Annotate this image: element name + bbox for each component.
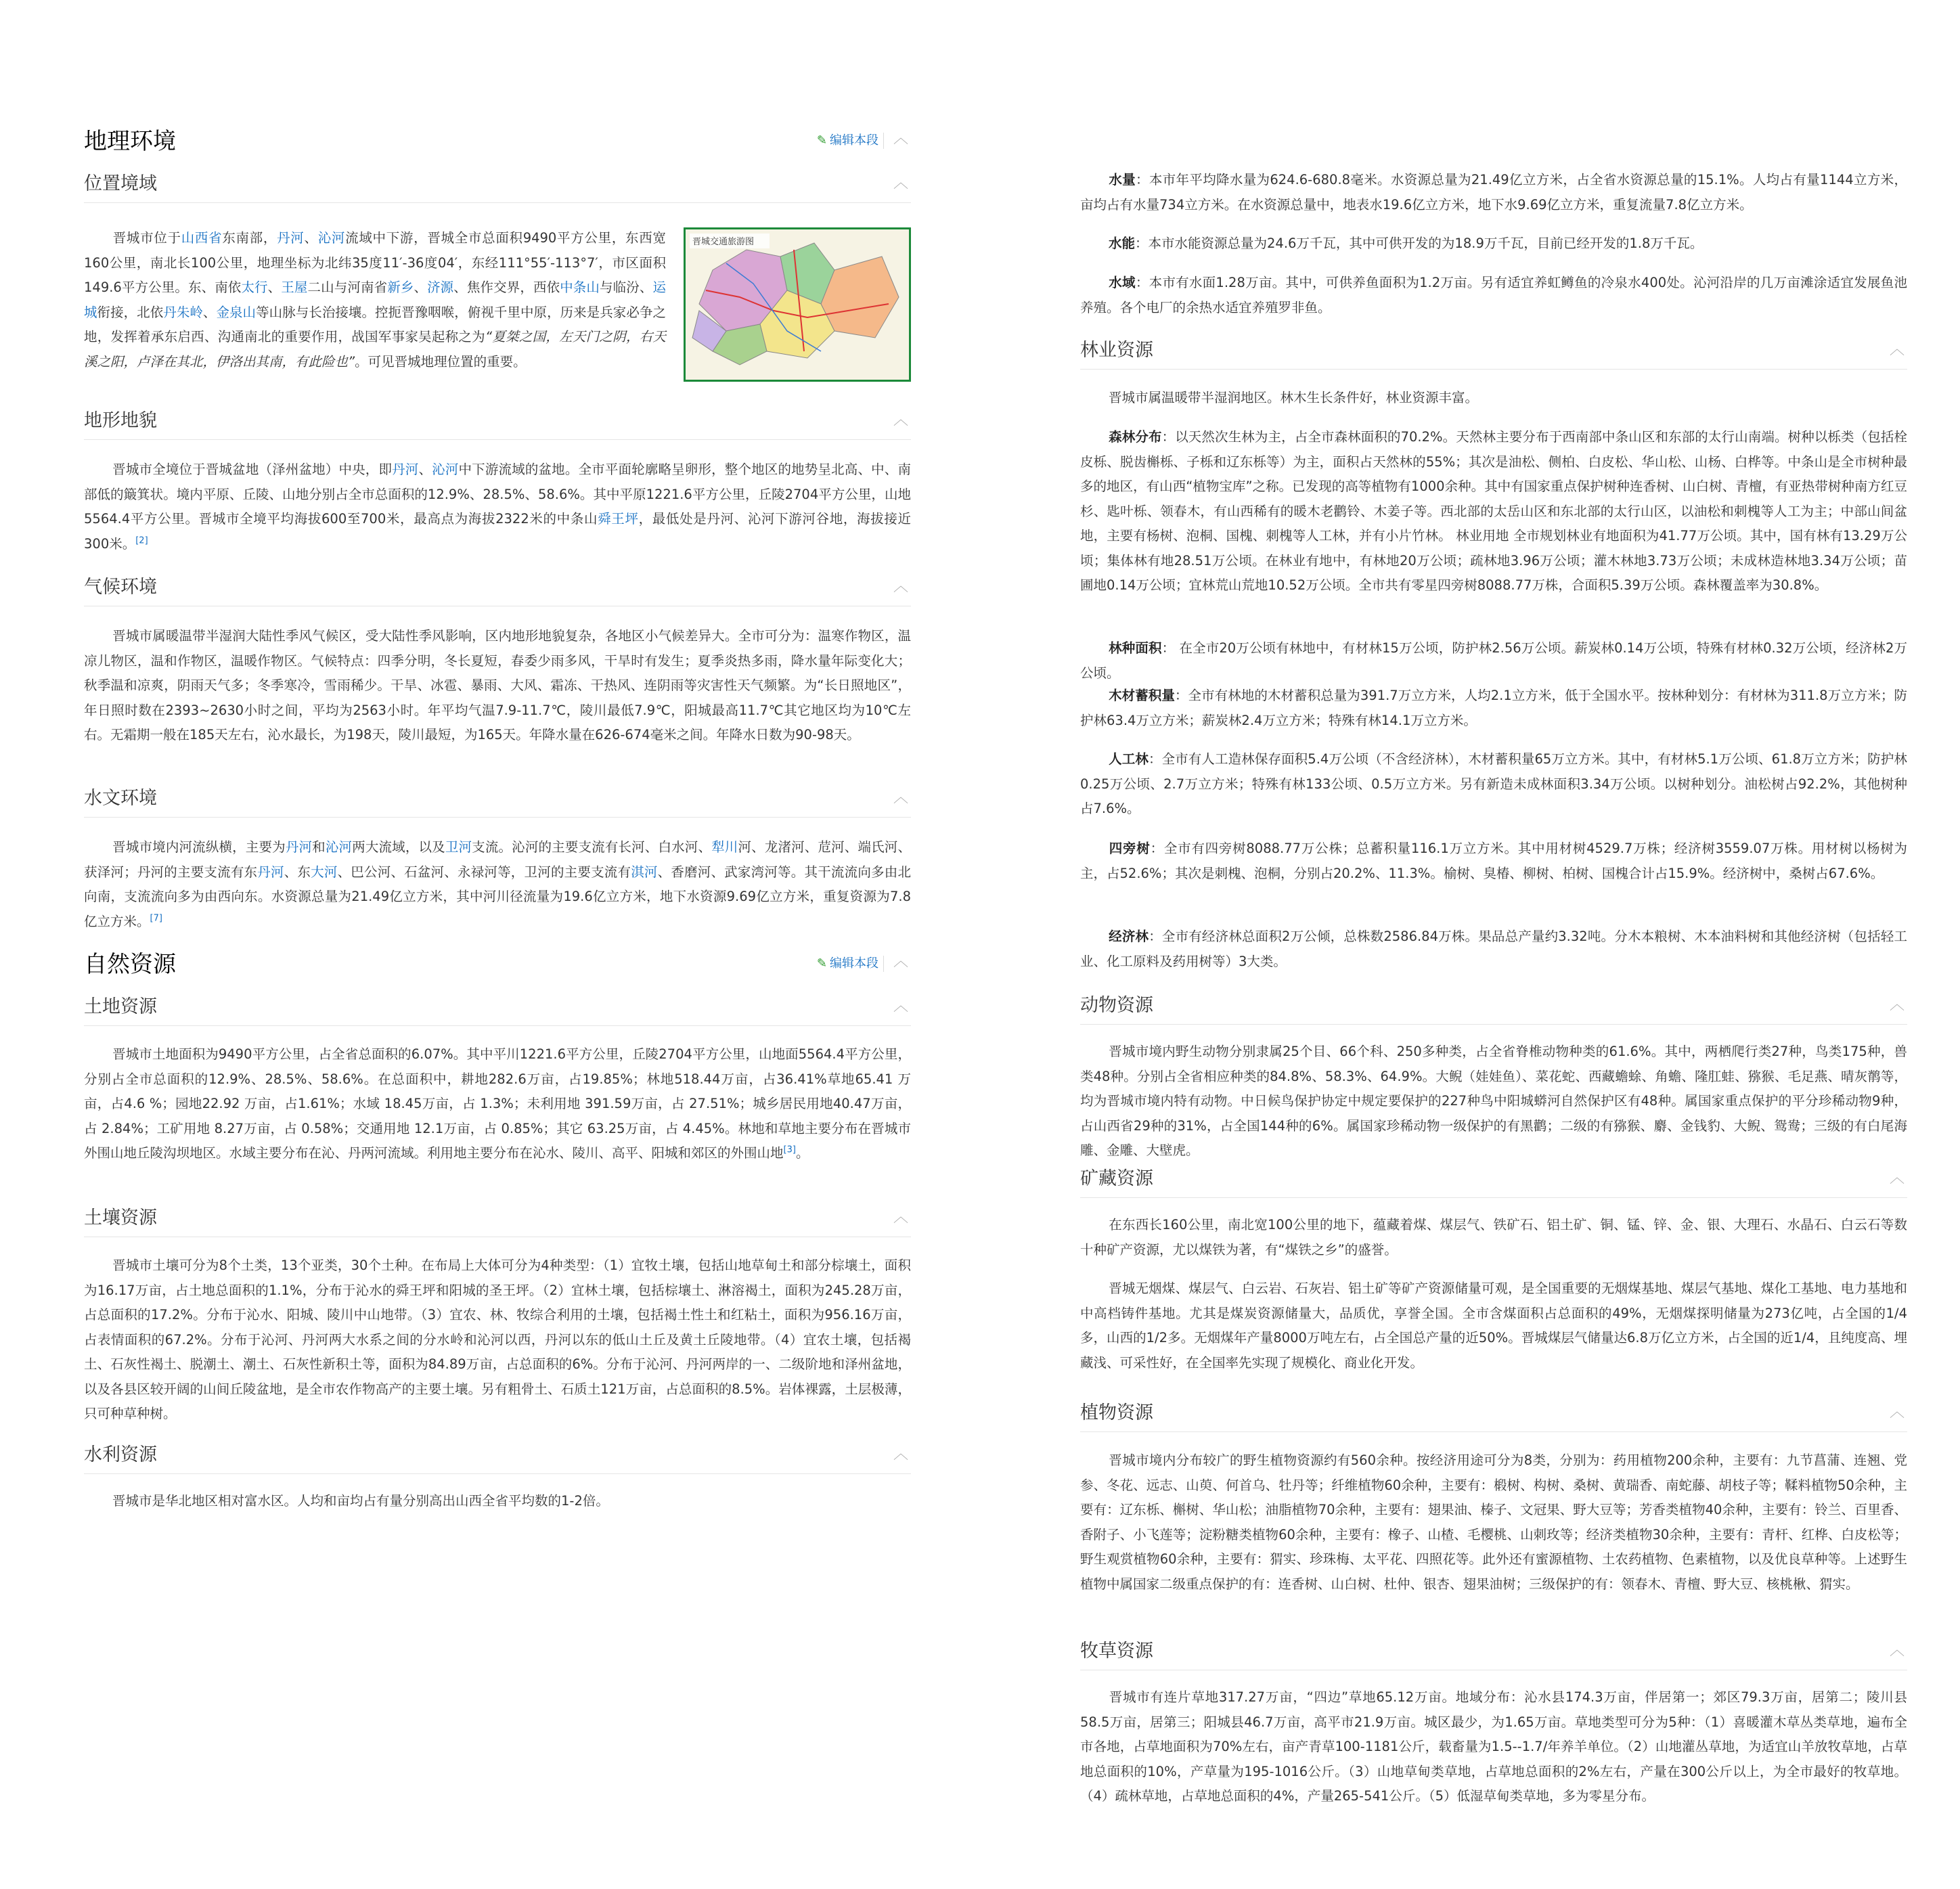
subsection-header-mineral	[1080, 1165, 1907, 1198]
link-qinhe[interactable]: 沁河	[325, 839, 353, 855]
svg-text:晋城交通旅游图: 晋城交通旅游图	[692, 237, 755, 247]
climate-paragraph: 晋城市属暖温带半湿润大陆性季风气候区，受大陆性季风影响，区内地形地貌复杂，各地区小气候差异大。全市可分为：温寒作物区，温凉儿物区，温和作物区，温暖作物区。气候特点：四季分明，冬长夏短，春委少雨多风，干旱时有发生；夏季炎热多雨，降水量年际变化大；秋季温和凉爽，阴雨天气多；冬季寒冷，雪雨稀少。干旱、冰雹、暴雨、大风、霜冻、干热风、连阴雨等灾害性天气频繁。为“长日照地区”，年日照时数在2393~2630小时之间，平均为2563小时。年平均气温7.9-11.7℃，陵川最低7.9℃，阳城最高11.7℃其它地区均为10℃左右。无霜期一般在185天左右，沁水最长，为198天，陵川最短，为165天。年降水量在626-674毫米之间。年降水日数为90-98天。	[84, 628, 911, 742]
subsection-title: 气候环境	[84, 577, 157, 598]
link-danhe-east[interactable]: 丹河	[257, 864, 284, 880]
edit-section-button[interactable]	[817, 133, 878, 149]
edit-section-button[interactable]	[817, 956, 878, 972]
link-yuncheng[interactable]: 运城	[84, 280, 666, 320]
link-qihe[interactable]: 淇河	[631, 864, 658, 880]
pencil-icon: ✎	[816, 133, 827, 148]
section-header-natural-resources	[84, 949, 911, 990]
link-weihe[interactable]: 卫河	[445, 839, 472, 855]
collapse-icon[interactable]: ︿	[1889, 1404, 1905, 1421]
link-jinquanshan[interactable]: 金泉山	[216, 304, 257, 320]
edit-label: 编辑本段	[830, 956, 878, 971]
soil-paragraph: 晋城市土壤可分为8个土类，13个亚类，30个土种。在布局上大体可分为4种类型：（1）宜牧土壤，包括山地草甸土和部分棕壤土，面积为16.17万亩，占土地总面积的1.1%，分布于沁水的舜王坪和阳城的圣王坪。（2）宜林土壤，包括棕壤土、淋溶褐土，面积为245.28万亩，占总面积的17.2%。分布于沁水、阳城、陵川中山地带。（3）宜农、林、牧综合利用的土壤，包括褐土性土和红粘土，面积为956.16万亩，占表情面积的67.2%。分布于沁河、丹河两大水系之间的分水岭和沁河以西，丹河以东的低山土丘及黄土丘陵地带。（4）宜农土壤，包括褐土、石灰性褐土、脱潮土、潮土、石灰性新积土等，面积为84.89万亩，占总面积的6%。分布于沁河、丹河两岸的一、二级阶地和泽州盆地，以及各县区较开阔的山间丘陵盆地，是全市农作物高产的主要土壤。另有粗骨土、石质土121万亩，占总面积的8.5%。岩体裸露，土层极薄，只可种草种树。	[84, 1258, 911, 1421]
subsection-header-forest	[1080, 337, 1907, 370]
citation[interactable]: [3]	[783, 1144, 796, 1155]
collapse-icon[interactable]: ︿	[893, 1446, 908, 1463]
subsection-title: 土地资源	[84, 996, 157, 1017]
collapse-icon[interactable]: ︿	[1889, 1642, 1905, 1659]
subsection-header-terrain	[84, 407, 911, 440]
subsection-header-grass	[1080, 1638, 1907, 1670]
link-danhe[interactable]: 丹河	[277, 230, 305, 246]
animal-paragraph: 晋城市境内野生动物分别隶属25个目、66个科、250多种类，占全省脊椎动物种类的61.6%。其中，两栖爬行类27种，鸟类175种，兽类48种。分别占全省相应种类的84.8%、58.3%、64.9%。大鲵（娃娃鱼）、菜花蛇、西藏蟾蜍、角蟾、隆肛蛙、猕猴、毛足燕、晴灰鹡等，均为晋城市境内特有动物。中日候鸟保护协定中规定要保护的227种鸟中阳城蟒河自然保护区有48种。属国家重点保护的平分珍稀动物9种，占山西省29种的31%，占全国144种的6%。属国家珍稀动物一级保护的有黑鹳；二级的有猕猴、麝、金钱豹、大鲵、鸳鸯；三级的有白尾海雕、金雕、大壁虎。	[1080, 1044, 1907, 1158]
subsection-title: 林业资源	[1080, 340, 1153, 361]
subsection-header-soil	[84, 1205, 911, 1237]
city-map-image[interactable]	[684, 227, 911, 382]
subsection-header-land	[84, 994, 911, 1026]
hydrology-paragraph: 晋城市境内河流纵横，主要为丹河和沁河两大流域，以及卫河支流。沁河的主要支流有长河、白水河、犁川河、龙渚河、苊河、端氏河、获泽河；丹河的主要支流有东丹河、东大河、巴公河、石盆河、永禄河等，卫河的主要支流有淇河、香磨河、武家湾河等。其干流流向多由北向南，支流流向多为由西向东。水资源总量为21.49亿立方米，其中河川径流量为19.6亿立方米，地下水资源9.69亿立方米，重复资源为7.8亿立方米。[7]	[84, 839, 911, 929]
section-title: 自然资源	[84, 951, 176, 978]
mineral-paragraph-1: 在东西长160公里，南北宽100公里的地下，蕴藏着煤、煤层气、铁矿石、铝土矿、铜、锰、锌、金、银、大理石、水晶石、白云石等数十种矿产资源，尤以煤铁为著，有“煤铁之乡”的盛誉。	[1080, 1217, 1907, 1258]
mineral-paragraph-2: 晋城无烟煤、煤层气、白云岩、石灰岩、铝土矿等矿产资源储量可观，是全国重要的无烟煤基地、煤层气基地、煤化工基地、电力基地和中高档铸件基地。尤其是煤炭资源储量大，品质优，享誉全国。全市含煤面积占总面积的49%，无烟煤探明储量为273亿吨，占全国的1/4多，山西的1/2多。无烟煤年产量8000万吨左右，占全国总产量的近50%。晋城煤层气储量达6.8万亿立方米，占全国的近1/4，且纯度高、埋藏浅、可采性好，在全国率先实现了规模化、商业化开发。	[1080, 1281, 1907, 1371]
collapse-icon[interactable]: ︿	[893, 998, 908, 1015]
subsection-title: 水利资源	[84, 1444, 157, 1465]
subsection-title: 水文环境	[84, 788, 157, 809]
forest-distribution-paragraph: 森林分布：以天然次生林为主，占全市森林面积的70.2%。天然林主要分布于西南部中条山区和东部的太行山南端。树种以栎类（包括栓皮栎、脱齿槲栎、子栎和辽东栎等）为主，面积占天然林的55%；其次是油松、侧柏、白皮松、华山松、山杨、白桦等。中条山是全市树种最多的地区，有山西“植物宝库”之称。已发现的高等植物有1000余种。其中有国家重点保护树种连香树、山白树、青檀，有亚热带树种南方红豆杉、匙叶栎、领春木，有山西稀有的暖木老鹳铃、木姜子等。西北部的太岳山区和东北部的太行山区，以油松和刺槐等人工为主；中部山间盆地，主要有杨树、泡桐、国槐、刺槐等人工林，并有小片竹林。 林业用地 全市规划林业有地面积为41.77万公顷。其中，国有林有13.29万公顷；集体林有地28.51万公顷。在林业有地中，有林地20万公顷；疏林地3.96万公顷；灌木林地3.73万公顷；未成林造林地3.34万公顷；苗圃地0.14万公顷；宜林荒山荒地10.52万公顷。全市共有零星四旁树8088.77万株，合面积5.39万公顷。森林覆盖率为30.8%。	[1080, 429, 1907, 593]
subsection-title: 位置境域	[84, 173, 157, 194]
link-lichuan[interactable]: 犁川	[711, 839, 738, 855]
divider	[883, 956, 884, 972]
water-area-paragraph: 水域：本市有水面1.28万亩。其中，可供养鱼面积为1.2万亩。另有适宜养虹鳟鱼的冷泉水400处。沁河沿岸的几万亩滩涂适宜发展鱼池养殖。各个电厂的余热水适宜养殖罗非鱼。	[1080, 275, 1907, 315]
plantation-paragraph: 人工林：全市有人工造林保存面积5.4万公顷（不含经济林），木材蓄积量65万立方米。其中，有材林5.1万公顷、61.8万立方米；防护林0.25万公顷、2.7万立方米；特殊有林133公顷、0.5万立方米。另有新造未成林面积3.34万公顷。以树种划分。油松树占92.2%，其他树种占7.6%。	[1080, 751, 1907, 816]
collapse-icon[interactable]: ︿	[893, 175, 908, 192]
timber-paragraph: 木材蓄积量：全市有林地的木材蓄积总量为391.7万立方米，人均2.1立方米，低于全国水平。按林种划分：有材林为311.8万立方米；防护林63.4万立方米；薪炭林2.4万立方米；特殊有林14.1万立方米。	[1080, 688, 1907, 728]
subsection-header-plant	[1080, 1400, 1907, 1432]
collapse-icon[interactable]: ︿	[893, 578, 908, 595]
collapse-icon[interactable]: ︿	[893, 953, 908, 970]
link-wangwu[interactable]: 王屋	[281, 280, 308, 295]
collapse-icon[interactable]: ︿	[1889, 1170, 1905, 1186]
water-energy-paragraph: 水能：本市水能资源总量为24.6万千瓦，其中可供开发的为18.9万千瓦，目前已经开发的1.8万千瓦。	[1109, 236, 1703, 251]
subsection-header-hydrology	[84, 785, 911, 818]
subsection-header-water	[84, 1442, 911, 1474]
water-amount-paragraph: 水量：本市年平均降水量为624.6-680.8毫米。水资源总量为21.49亿立方米，占全省水资源总量的15.1%。人均占有量1144立方米，亩均占有水量734立方米。在水资源总量中，地表水19.6亿立方米，地下水9.69亿立方米，重复流量7.8亿立方米。	[1080, 172, 1907, 213]
plant-paragraph: 晋城市境内分布较广的野生植物资源约有560余种。按经济用途可分为8类，分别为：药用植物200余种，主要有：九节菖蒲、连翘、党参、冬花、远志、山萸、何首乌、牡丹等；纤维植物60余种，主要有：椴树、构树、桑树、黄瑞香、南蛇藤、胡枝子等；鞣料植物50余种，主要有：辽东栎、槲树、华山松；油脂植物70余种，主要有：翅果油、榛子、文冠果、野大豆等；芳香类植物40余种，主要有：铃兰、百里香、香附子、小飞莲等；淀粉糖类植物60余种，主要有：橡子、山楂、毛樱桃、山刺玫等；经济类植物30余种，主要有：青杆、红桦、白皮松等；野生观赏植物60余种，主要有：猬实、珍珠梅、太平花、四照花等。此外还有蜜源植物、土农药植物、色素植物，以及优良草种等。上述野生植物中属国家二级重点保护的有：连香树、山白树、杜仲、银杏、翅果油树；三级保护的有：领春木、青檀、野大豆、核桃楸、猬实。	[1080, 1452, 1907, 1592]
collapse-icon[interactable]: ︿	[893, 130, 908, 147]
link-taihang[interactable]: 太行	[241, 280, 268, 295]
link-xinxiang[interactable]: 新乡	[387, 280, 414, 295]
subsection-title: 牧草资源	[1080, 1641, 1153, 1662]
side-tree-paragraph: 四旁树：全市有四旁树8088.77万公株；总蓄积量116.1万立方米。其中用材树4529.7万株；经济树3559.07万株。用材树以杨树为主，占52.6%；其次是刺槐、泡桐，分别占20.2%、11.3%。榆树、臭椿、柳树、柏树、国槐合计占15.9%。经济树中，桑树占67.6%。	[1080, 841, 1907, 881]
link-danhe[interactable]: 丹河	[285, 839, 313, 855]
subsection-header-location	[84, 171, 911, 203]
citation[interactable]: [7]	[150, 913, 162, 923]
water-paragraph: 晋城市是华北地区相对富水区。人均和亩均占有量分别高出山西全省平均数的1-2倍。	[112, 1493, 609, 1509]
economic-forest-paragraph: 经济林：全市有经济林总面积2万公倾，总株数2586.84万株。果品总产量约3.32吨。分木本粮树、木本油料树和其他经济树（包括轻工业、化工原料及药用树等）3大类。	[1080, 929, 1907, 969]
collapse-icon[interactable]: ︿	[893, 412, 908, 428]
pencil-icon: ✎	[816, 956, 827, 971]
forest-intro-paragraph: 晋城市属温暖带半湿润地区。林木生长条件好，林业资源丰富。	[1109, 390, 1479, 405]
link-shunwangping[interactable]: 舜王坪	[598, 511, 639, 527]
collapse-icon[interactable]: ︿	[1889, 341, 1905, 358]
forest-type-paragraph: 林种面积： 在全市20万公顷有林地中，有材林15万公顷，防护林2.56万公顷。薪炭林0.14万公顷，特殊有材林0.32万公顷，经济林2万公顷。	[1080, 640, 1907, 681]
section-title: 地理环境	[84, 128, 176, 155]
collapse-icon[interactable]: ︿	[1889, 996, 1905, 1013]
land-paragraph: 晋城市土地面积为9490平方公里，占全省总面积的6.07%。其中平川1221.6平方公里，丘陵2704平方公里，山地面5564.4平方公里，分别占全市总面积的12.9%、28.5%、58.6%。在总面积中，耕地282.6万亩，占19.85%；林地518.44万亩，占36.41%草地65.41 万亩，占4.6 %；园地22.92 万亩，占1.61%；水域 18.45万亩，占 1.3%；未利用地 391.59万亩，占 27.51%；城乡居民用地40.47万亩，占 2.84%；工矿用地 8.27万亩，占 0.58%；交通用地 12.1万亩，占 0.85%；其它 63.25万亩，占 4.45%。林地和草地主要分布在晋城市外围山地丘陵沟坝地区。水域主要分布在沁、丹两河流域。利用地主要分布在沁水、陵川、高平、阳城和郊区的外围山地[3]。	[84, 1046, 911, 1161]
grass-paragraph: 晋城市有连片草地317.27万亩，“四边”草地65.12万亩。地域分布：沁水县174.3万亩，伴居第一；郊区79.3万亩，居第二；陵川县58.5万亩，居第三；阳城县46.7万亩，高平市21.9万亩。城区最少，为1.65万亩。草地类型可分为5种：（1）喜暖灌木草丛类草地，遍布全市各地，占草地面积为70%左右，亩产青草100-1181公斤，载畜量为1.5--1.7/年养羊单位。（2）山地灌丛草地，为适宜山羊放牧草地，占草地总面积的10%，产草量为195-1016公斤。（3）山地草甸类草地，占草地总面积的2%左右，产量在300公斤以上，为全市最好的牧草地。（4）疏林草地，占草地总面积的4%，产量265-541公斤。（5）低湿草甸类草地，多为零星分布。	[1080, 1689, 1907, 1804]
link-dahe[interactable]: 大河	[311, 864, 338, 880]
collapse-icon[interactable]: ︿	[893, 1209, 908, 1226]
link-shanxi[interactable]: 山西省	[181, 230, 223, 246]
subsection-header-climate	[84, 574, 911, 606]
subsection-title: 动物资源	[1080, 995, 1153, 1016]
link-qinhe[interactable]: 沁河	[432, 462, 459, 477]
link-danhe[interactable]: 丹河	[392, 462, 419, 477]
divider	[883, 133, 884, 149]
link-jiyuan[interactable]: 济源	[427, 280, 454, 295]
subsection-title: 植物资源	[1080, 1402, 1153, 1423]
collapse-icon[interactable]: ︿	[893, 789, 908, 806]
map-graphic	[686, 229, 909, 380]
link-qinhe[interactable]: 沁河	[317, 230, 346, 246]
edit-label: 编辑本段	[830, 133, 878, 148]
link-danzhuling[interactable]: 丹朱岭	[163, 304, 203, 320]
subsection-title: 土壤资源	[84, 1207, 157, 1228]
terrain-paragraph: 晋城市全境位于晋城盆地（泽州盆地）中央，即丹河、沁河中下游流域的盆地。全市平面轮廓略呈卵形，整个地区的地势呈北高、中、南部低的簸箕状。境内平原、丘陵、山地分别占全市总面积的12.9%、28.5%、58.6%。其中平原1221.6平方公里，丘陵2704平方公里，山地5564.4平方公里。晋城市全境平均海拔600至700米，最高点为海拔2322米的中条山舜王坪，最低处是丹河、沁河下游河谷地，海拔接近300米。[2]	[84, 462, 911, 552]
citation[interactable]: [2]	[135, 535, 148, 546]
subsection-title: 矿藏资源	[1080, 1168, 1153, 1189]
link-zhongtiaoshan[interactable]: 中条山	[560, 280, 600, 295]
section-header-geography	[84, 126, 911, 166]
subsection-title: 地形地貌	[84, 410, 157, 431]
subsection-header-animal	[1080, 992, 1907, 1025]
location-paragraph: 晋城市位于山西省东南部，丹河、沁河流域中下游，晋城全市总面积9490平方公里，东西宽160公里，南北长100公里，地理坐标为北纬35度11′-36度04′，东经111°55′-113°7′，市区面积149.6平方公里。东、南依太行、王屋二山与河南省新乡、济源、焦作交界，西依中条山与临汾、运城衔接，北依丹朱岭、金泉山等山脉与长治接壤。控扼晋豫咽喉，俯视千里中原，历来是兵家必争之地，发挥着承东启西、沟通南北的重要作用，战国军事家吴起称之为“夏桀之国，左天门之阴，右天溪之阳，卢泽在其北，伊洛出其南，有此险也”。可见晋城地理位置的重要。	[84, 230, 666, 370]
